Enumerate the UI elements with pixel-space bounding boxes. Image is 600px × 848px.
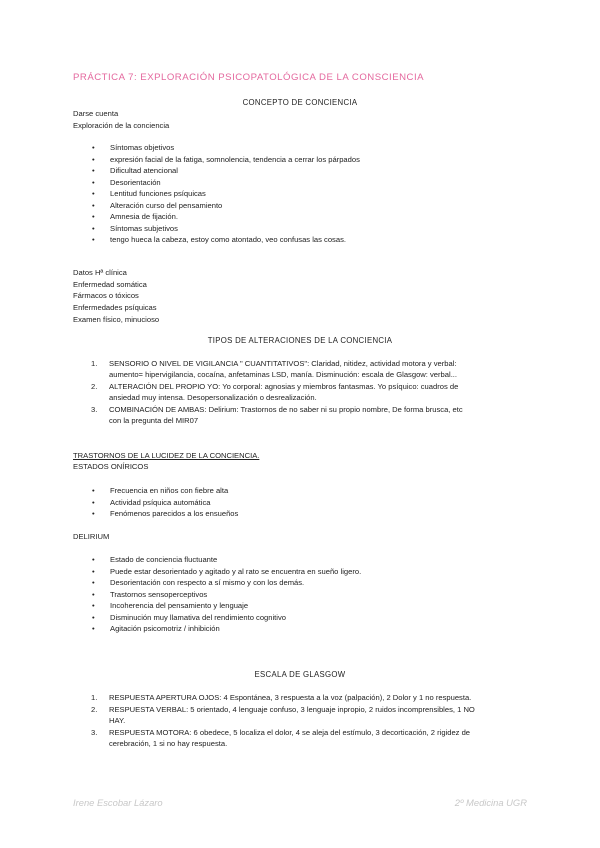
item-number: 2. — [91, 704, 98, 714]
footer-course: 2º Medicina UGR — [454, 797, 527, 808]
subheading-delirium: DELIRIUM — [73, 532, 110, 541]
list-item-text: Amnesia de fijación. — [110, 212, 178, 221]
bullet-icon: • — [92, 189, 95, 198]
item-text-continued: cerebración, 1 si no hay respuesta. — [109, 738, 228, 748]
item-number: 1. — [91, 359, 98, 368]
page-title: PRÁCTICA 7: EXPLORACIÓN PSICOPATOLÓGICA DE LA CONSCIENCIA — [73, 72, 425, 83]
section-heading-tipos: TIPOS DE ALTERACIONES DE LA CONCIENCIA — [207, 336, 393, 345]
item-text: RESPUESTA APERTURA OJOS: 4 Espontánea, 3 respuesta a la voz (palpación), 2 Dolor y 1 no respuesta. — [109, 693, 472, 702]
list-item-text: Estado de conciencia fluctuante — [110, 555, 218, 564]
item-text-continued: HAY. — [109, 715, 126, 725]
bullet-icon: • — [92, 612, 95, 622]
item-text: ALTERACIÓN DEL PROPIO YO: Yo corporal: agnosias y miembros fantasmas. Yo psíquico: cuadros de — [109, 382, 459, 391]
bullet-icon: • — [92, 200, 95, 210]
list-item-text: Frecuencia en niños con fiebre alta — [110, 486, 229, 495]
bullet-icon: • — [92, 578, 95, 587]
list-item-text: Fenómenos parecidos a los ensueños — [110, 509, 239, 518]
list-item-text: Disminución muy llamativa del rendimiento cognitivo — [110, 612, 286, 622]
item-text-continued: ansiedad muy intensa. Desopersonalización o desrealización. — [109, 393, 317, 402]
item-text: RESPUESTA VERBAL: 5 orientado, 4 lenguaje confuso, 3 lenguaje inpropio, 2 ruidos incomprensibles, 1 NO — [109, 704, 475, 714]
list-item-text: Puede estar desorientado y agitado y al rato se encuentra en sueño ligero. — [110, 566, 362, 576]
item-text: SENSORIO O NIVEL DE VIGILANCIA " CUANTITATIVOS": Claridad, nitidez, actividad motora y verbal: — [109, 359, 457, 368]
footer-author: Irene Escobar Lázaro — [73, 797, 163, 808]
bullet-icon: • — [92, 177, 95, 187]
bullet-icon: • — [92, 497, 95, 507]
list-item-text: Síntomas objetivos — [110, 143, 175, 152]
bullet-icon: • — [92, 589, 95, 599]
bullet-icon: • — [92, 235, 95, 244]
list-item-text: Agitación psicomotriz / inhibición — [110, 624, 220, 633]
section-heading-trastornos: TRASTORNOS DE LA LUCIDEZ DE LA CONCIENCIA. — [73, 451, 260, 460]
list-item-text: Desorientación con respecto a sí mismo y con los demás. — [110, 578, 305, 587]
subheading-estados-oniricos: ESTADOS ONÍRICOS — [73, 462, 149, 471]
bullet-icon: • — [92, 212, 95, 221]
item-text: COMBINACIÓN DE AMBAS: Delirium: Trastornos de no saber ni su propio nombre, De forma brusca, etc — [109, 405, 463, 414]
list-item-text: Trastornos sensoperceptivos — [110, 589, 208, 599]
bullet-icon: • — [92, 143, 95, 152]
text-line: Examen físico, minucioso — [73, 314, 160, 324]
bullet-icon: • — [92, 166, 95, 175]
item-text: RESPUESTA MOTORA: 6 obedece, 5 localiza el dolor, 4 se aleja del estímulo, 3 decorticación, 2 rigidez de — [109, 727, 471, 737]
bullet-icon: • — [92, 601, 95, 610]
list-item-text: Incoherencia del pensamiento y lenguaje — [110, 601, 249, 610]
list-item-text: tengo hueca la cabeza, estoy como atontado, veo confusas las cosas. — [110, 235, 346, 244]
item-number: 2. — [91, 382, 98, 391]
item-number: 3. — [91, 405, 98, 414]
bullet-icon: • — [92, 555, 95, 564]
list-item-text: expresión facial de la fatiga, somnolencia, tendencia a cerrar los párpados — [110, 154, 360, 164]
bullet-icon: • — [92, 624, 95, 633]
text-line: Enfermedad somática — [73, 279, 147, 289]
bullet-icon: • — [92, 223, 95, 233]
list-item-text: Desorientación — [110, 177, 161, 187]
bullet-icon: • — [92, 566, 95, 576]
section-heading-glasgow: ESCALA DE GLASGOW — [254, 670, 346, 679]
item-number: 1. — [91, 693, 98, 702]
list-item-text: Actividad psíquica automática — [110, 497, 211, 507]
text-line: Enfermedades psíquicas — [73, 303, 157, 313]
list-item-text: Dificultad atencional — [110, 166, 178, 175]
item-text-continued: aumento= hipervigilancia, cocaína, anfetaminas LSD, manía. Disminución: escala de Glasgow: verbal... — [109, 370, 458, 379]
text-line: Exploración de la conciencia — [73, 120, 170, 130]
bullet-icon: • — [92, 486, 95, 495]
list-item-text: Síntomas subjetivos — [110, 223, 178, 233]
text-line: Darse cuenta — [73, 109, 119, 118]
list-item-text: Alteración curso del pensamiento — [110, 200, 223, 210]
item-text-continued: con la pregunta del MIR07 — [109, 416, 199, 425]
text-line: Fármacos o tóxicos — [73, 291, 139, 301]
section-heading-concepto: CONCEPTO DE CONCIENCIA — [242, 98, 358, 107]
bullet-icon: • — [92, 154, 95, 164]
bullet-icon: • — [92, 509, 95, 518]
list-item-text: Lentitud funciones psíquicas — [110, 189, 206, 198]
item-number: 3. — [91, 727, 98, 737]
text-line: Datos Hª clínica — [73, 268, 127, 277]
